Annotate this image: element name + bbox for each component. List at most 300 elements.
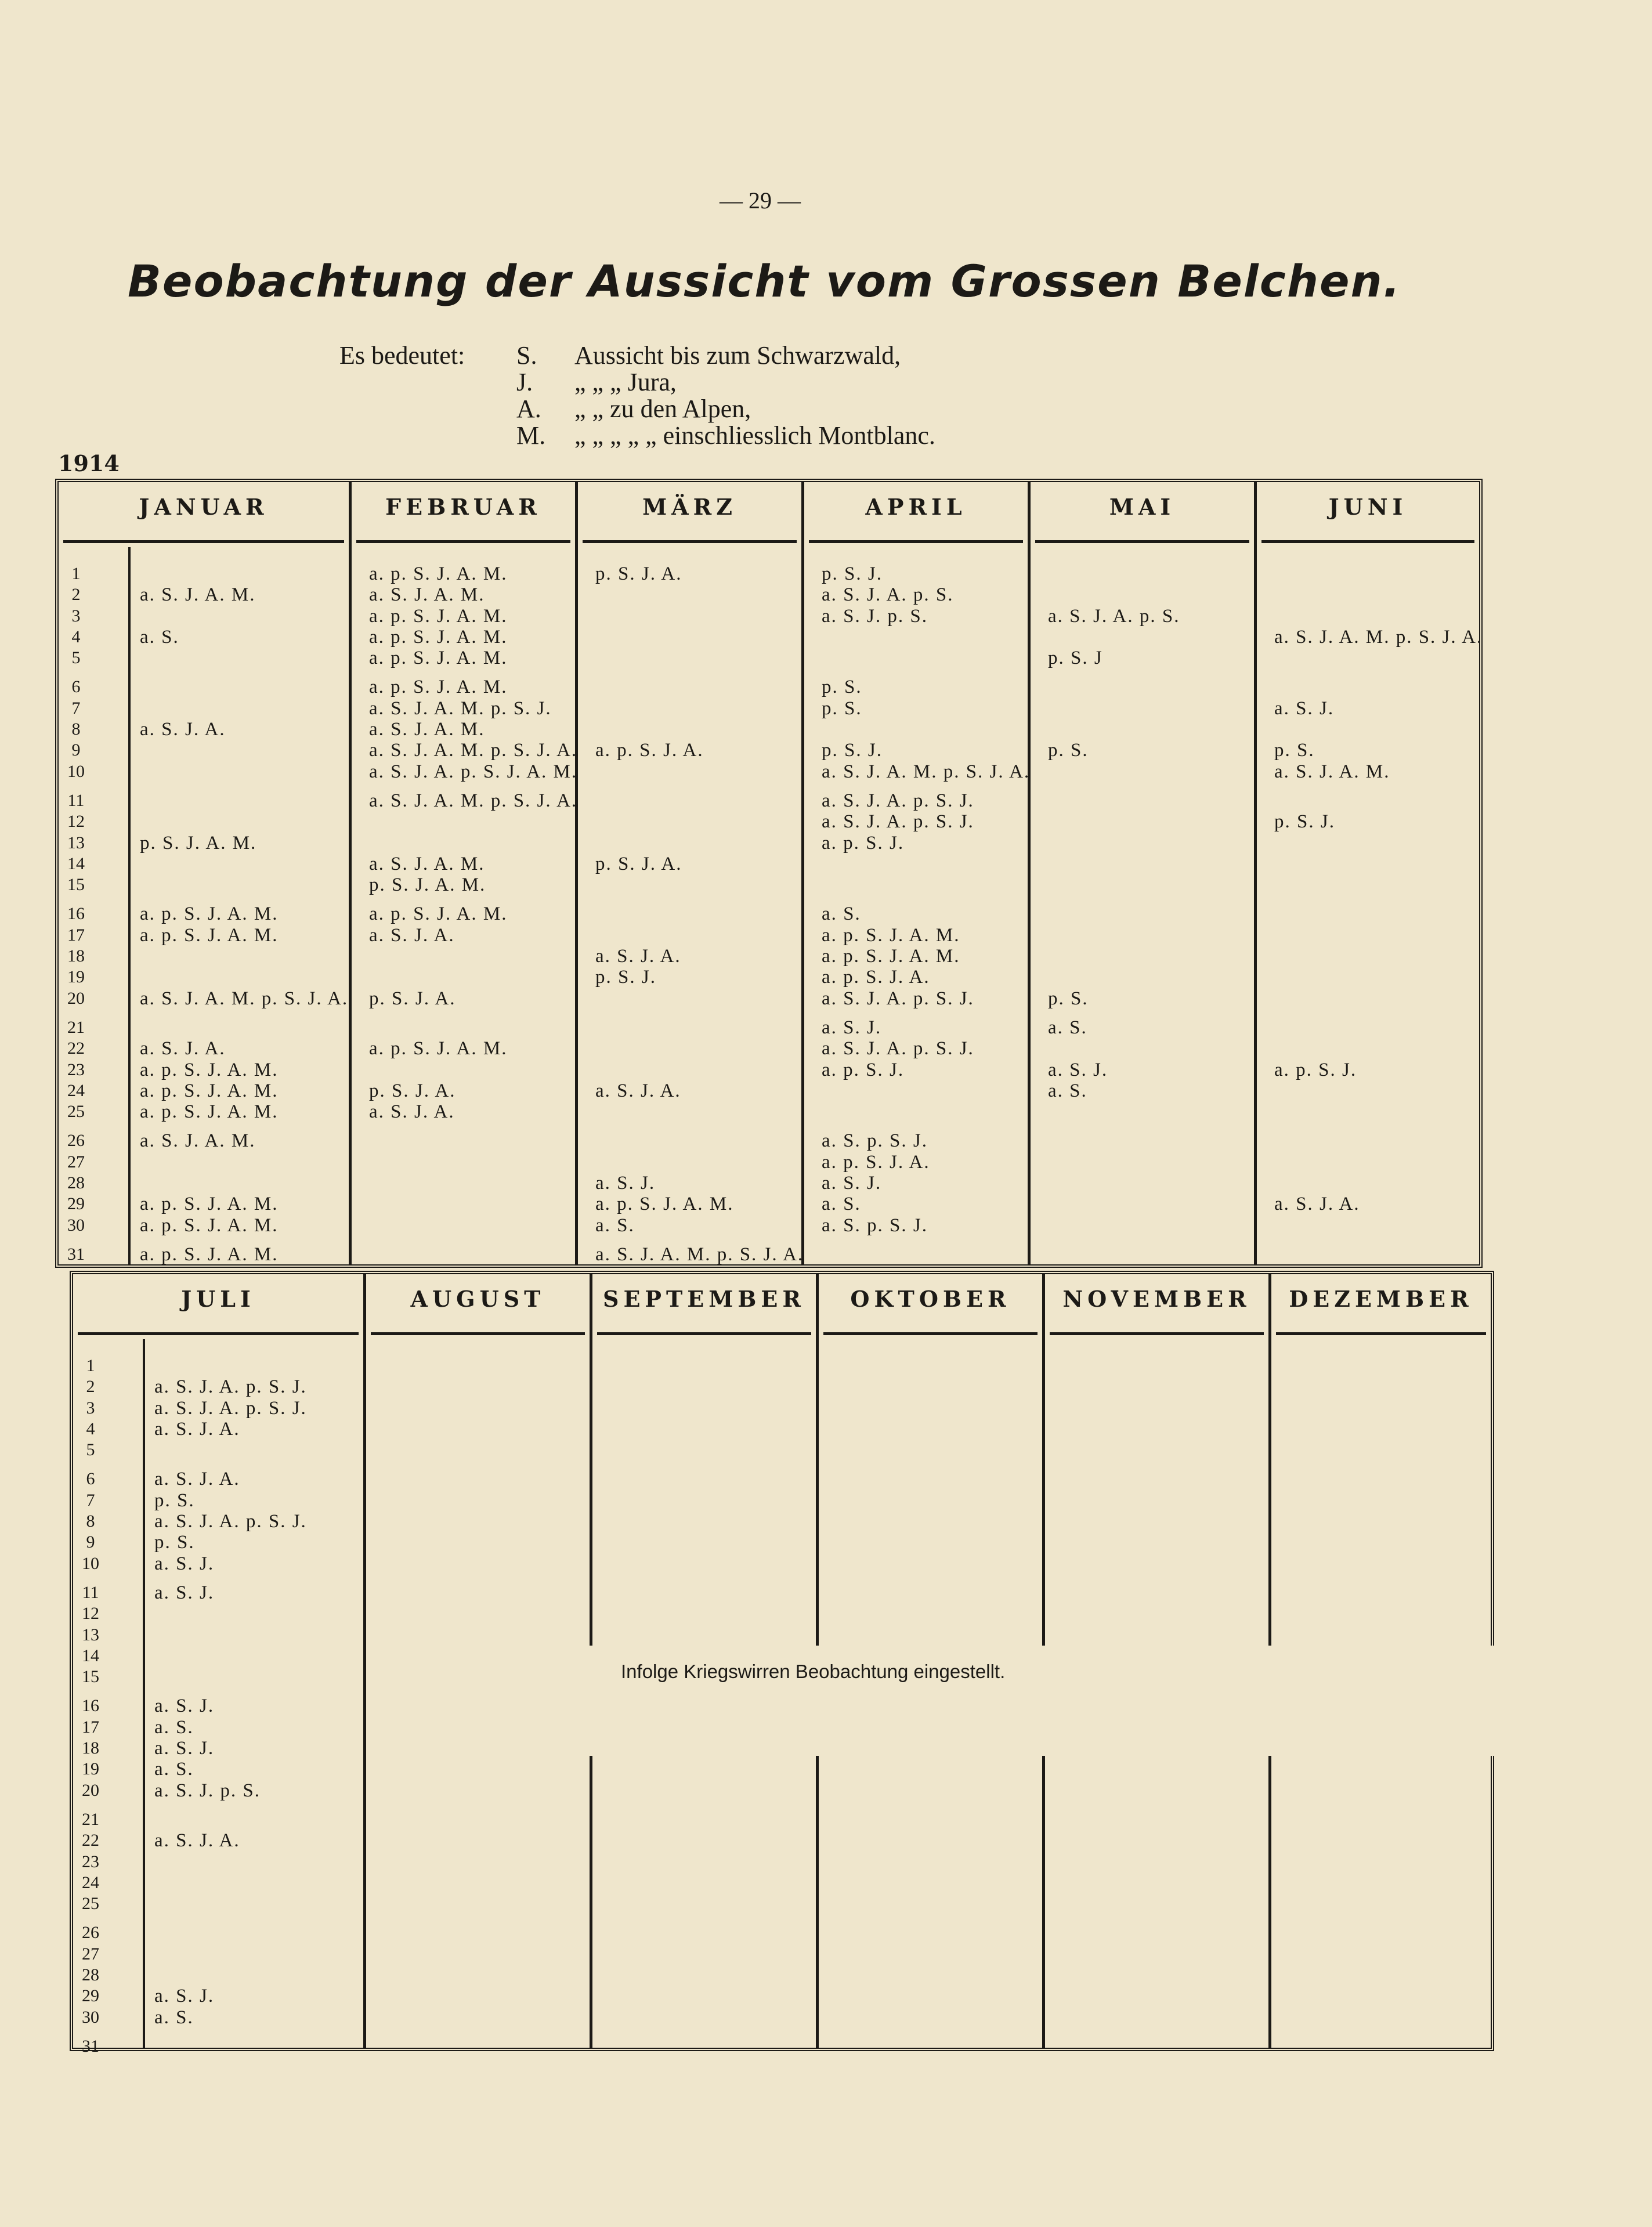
observation-entry: a. S. J. A. M. p. S. J. A.	[822, 761, 1031, 782]
observation-entry: a. p. S. J.	[822, 1059, 905, 1080]
day-number: 13	[82, 1625, 99, 1644]
observation-entry: a. p. S. J. A. M.	[140, 1080, 279, 1101]
observation-entry	[140, 606, 348, 627]
month-header: NOVEMBER	[1062, 1286, 1251, 1312]
observation-entry: a. S. J.	[1048, 1059, 1108, 1080]
observation-entry	[1048, 1244, 1180, 1265]
day-number: 17	[82, 1717, 99, 1737]
observation-entry	[1274, 719, 1483, 740]
observation-entry: a. p. S. J. A. M.	[369, 563, 508, 584]
month-header: DEZEMBER	[1289, 1286, 1473, 1312]
observation-entry: a. S.	[1048, 1017, 1087, 1038]
observation-entry	[154, 1809, 307, 1830]
observation-entry	[595, 1017, 804, 1038]
month-column-januar	[59, 482, 349, 1264]
observation-entry: a. S.	[822, 903, 861, 925]
header-rule	[1276, 1332, 1486, 1335]
observation-entry: a. S. J. A. M. p. S. J. A.	[140, 988, 349, 1009]
observation-entry: p. S.	[822, 677, 862, 698]
day-number: 14	[67, 854, 85, 873]
observation-entry	[1274, 648, 1483, 668]
observation-entry: p. S.	[822, 697, 862, 719]
header-rule	[823, 1332, 1038, 1335]
observation-entry	[1274, 1152, 1483, 1173]
observation-entry	[822, 719, 1030, 740]
observation-entry	[595, 584, 804, 605]
observation-entry: a. S. J. A.	[154, 1418, 240, 1440]
month-header: APRIL	[865, 494, 967, 520]
day-number: 12	[67, 812, 85, 831]
page-number: — 29 —	[720, 187, 801, 214]
observation-entry	[1048, 627, 1180, 648]
observation-entry	[1048, 719, 1180, 740]
observation-entry: a. S. J. A. p. S. J.	[154, 1397, 307, 1419]
observation-entry: a. S. J. A.	[154, 1469, 240, 1490]
month-header: OKTOBER	[850, 1286, 1011, 1312]
day-number: 31	[67, 1244, 85, 1264]
header-rule	[1035, 540, 1249, 543]
observation-entry: a. S. J. A. p. S. J.	[822, 790, 974, 811]
observation-entry: a. S. J. A. M. p. S. J. A.	[369, 790, 578, 811]
legend-code: S.	[516, 341, 537, 370]
day-number: 14	[82, 1646, 99, 1665]
observation-entry: a. S. J. A. M.	[140, 584, 256, 606]
observation-entry	[595, 833, 804, 854]
observation-entry: a. S. J. A. p. S.	[1048, 605, 1180, 627]
header-rule	[371, 1332, 585, 1335]
legend-row	[516, 422, 935, 449]
month-column-juli	[73, 1274, 363, 2056]
observation-entry: a. S.	[595, 1214, 635, 1236]
observation-entry	[1048, 698, 1180, 719]
observation-entry	[1048, 946, 1180, 967]
observation-entry	[822, 648, 1030, 668]
observation-entry: p. S.	[1274, 740, 1315, 761]
observation-entry	[154, 1922, 307, 1943]
day-number: 17	[67, 925, 85, 945]
observation-list	[154, 1355, 307, 2057]
day-number: 8	[71, 720, 81, 739]
day-number: 2	[71, 585, 81, 605]
observation-entry: a. S. J.	[154, 1582, 215, 1603]
month-column-april	[801, 482, 1031, 1264]
observation-entry: p. S. J.	[1274, 811, 1335, 833]
observation-entry	[154, 1625, 307, 1646]
observation-entry	[154, 1944, 307, 1965]
observation-entry	[1048, 874, 1180, 895]
observation-entry	[140, 1152, 348, 1173]
observation-entry: a. S. J. A. M.	[140, 1130, 256, 1152]
observation-entry	[595, 648, 804, 668]
observation-entry	[595, 677, 804, 697]
observation-entry: a. S. J. A.	[595, 1080, 681, 1101]
observation-entry	[1048, 903, 1180, 924]
observation-entry	[1274, 946, 1483, 967]
observation-entry	[154, 2036, 307, 2057]
observation-entry	[154, 1603, 307, 1624]
year-label: 1914	[58, 450, 120, 476]
observation-entry	[595, 761, 804, 782]
month-header: SEPTEMBER	[603, 1286, 805, 1312]
observation-entry	[595, 1101, 804, 1122]
observation-entry: a. S.	[822, 1194, 861, 1215]
day-number: 18	[67, 946, 85, 966]
observation-entry	[140, 1017, 348, 1038]
header-rule	[1050, 1332, 1264, 1335]
observation-entry	[1274, 833, 1483, 854]
observation-entry: p. S. J.	[595, 967, 656, 988]
observation-entry: a. S.	[154, 1716, 194, 1738]
day-number: 10	[67, 761, 85, 781]
observation-entry	[822, 1080, 1030, 1101]
observation-entry	[154, 1646, 307, 1666]
observation-entry	[154, 1355, 307, 1376]
observation-entry	[595, 874, 804, 895]
observation-entry	[154, 1440, 307, 1460]
observation-entry	[822, 627, 1030, 648]
day-number: 7	[86, 1490, 95, 1510]
month-column-juni	[1254, 482, 1483, 1264]
day-number: 25	[67, 1102, 85, 1122]
observation-list	[369, 563, 577, 1265]
day-number: 26	[82, 1923, 99, 1943]
observation-entry: a. p. S. J. A. M.	[140, 1101, 279, 1123]
day-number: 3	[86, 1398, 95, 1418]
observation-entry	[369, 1130, 577, 1151]
observation-entry: a. S.	[140, 626, 179, 648]
day-number: 12	[82, 1604, 99, 1624]
observation-entry	[1048, 925, 1180, 946]
observation-entry	[369, 946, 577, 967]
observation-entry	[140, 811, 348, 832]
observation-entry	[1048, 967, 1180, 988]
observation-entry	[1048, 854, 1180, 874]
day-number: 21	[82, 1809, 99, 1829]
observation-entry	[1048, 563, 1180, 584]
observation-entry: a. S. J. A. p. S. J. A. M.	[369, 761, 578, 782]
observation-entry: p. S. J. A. M.	[140, 832, 257, 854]
day-number: 7	[71, 698, 81, 718]
observation-entry: a. p. S. J. A. M.	[140, 903, 279, 925]
observation-entry	[1274, 584, 1483, 605]
observation-entry: a. S. J. A.	[140, 1038, 226, 1060]
observation-entry: a. S. J.	[822, 1173, 882, 1194]
observation-entry	[1274, 606, 1483, 627]
legend-row	[516, 369, 677, 396]
observation-entry	[595, 925, 804, 946]
observation-entry	[1048, 811, 1180, 832]
observation-entry: p. S. J. A.	[595, 563, 682, 584]
observation-entry	[369, 1244, 577, 1265]
observation-entry	[1274, 1215, 1483, 1236]
header-rule	[583, 540, 797, 543]
observation-list	[822, 563, 1030, 1265]
day-number: 29	[67, 1194, 85, 1214]
observation-entry: a. S. J. A. p. S. J.	[822, 1038, 974, 1060]
day-number: 29	[82, 1986, 99, 2006]
day-number: 2	[86, 1377, 95, 1397]
day-number: 1	[86, 1356, 95, 1375]
observation-entry: a. S. J. A. M. p. S. J. A.	[1274, 626, 1483, 648]
observation-entry	[822, 854, 1030, 874]
observation-entry	[140, 648, 348, 668]
header-rule	[78, 1332, 359, 1335]
observation-entry	[140, 854, 348, 874]
observation-entry: a. S. J. A. M.	[1274, 761, 1390, 782]
header-rule	[597, 1332, 811, 1335]
day-number: 11	[82, 1582, 99, 1602]
observation-entry	[595, 1038, 804, 1059]
day-number: 9	[86, 1532, 95, 1552]
observation-entry	[140, 790, 348, 811]
observation-entry: a. S. J. A. p. S.	[822, 584, 954, 606]
observation-entry: a. S. J. A. p. S. J.	[154, 1376, 307, 1398]
observation-entry	[1048, 1152, 1180, 1173]
observation-entry	[595, 1060, 804, 1080]
legend-code: M.	[516, 421, 546, 450]
observation-entry	[1048, 1130, 1180, 1151]
observation-entry: a. p. S. J.	[822, 832, 905, 854]
observation-entry: a. p. S. J. A.	[595, 740, 704, 761]
page-title: Beobachtung der Aussicht vom Grossen Belchen.	[128, 255, 1401, 307]
observation-entry	[1274, 677, 1483, 697]
observation-entry	[595, 627, 804, 648]
day-number-list	[59, 563, 93, 1265]
observation-entry	[369, 1194, 577, 1214]
observation-entry: a. p. S. J. A. M.	[822, 924, 960, 946]
observation-entry: a. p. S. J. A.	[822, 1151, 930, 1173]
observation-entry: a. S. J.	[1274, 697, 1335, 719]
legend-code: J.	[516, 368, 533, 396]
legend-intro: Es bedeutet:	[339, 341, 465, 370]
observation-entry	[1274, 1173, 1483, 1194]
observation-entry	[140, 677, 348, 697]
month-header: MÄRZ	[642, 494, 737, 520]
observation-entry	[140, 1173, 348, 1194]
legend-code: A.	[516, 395, 541, 423]
day-column-rule	[143, 1339, 145, 2048]
day-number: 26	[67, 1131, 85, 1151]
observation-entry: a. S. J. A.	[154, 1830, 240, 1852]
observation-entry: a. S. J. A.	[1274, 1194, 1360, 1215]
observation-entry	[369, 833, 577, 854]
legend-text: „ „ zu den Alpen,	[574, 395, 751, 423]
day-number: 27	[82, 1944, 99, 1964]
month-column-märz	[575, 482, 804, 1265]
observation-entry	[1274, 1038, 1483, 1059]
observation-entry	[1274, 1244, 1483, 1265]
observation-entry	[154, 1965, 307, 1986]
header-rule	[1261, 540, 1474, 543]
observation-entry	[1274, 925, 1483, 946]
observation-entry	[1048, 790, 1180, 811]
observation-entry: p. S.	[154, 1532, 195, 1553]
observation-entry	[369, 811, 577, 832]
observation-entry: a. S. J. A. M. p. S. J. A.	[595, 1243, 804, 1265]
observation-entry: a. S. J. A. p. S. J.	[154, 1511, 307, 1532]
observation-entry: p. S. J. A.	[595, 853, 682, 874]
month-header: JANUAR	[139, 494, 269, 520]
month-header: MAI	[1109, 494, 1176, 520]
day-number: 9	[71, 740, 81, 760]
observation-entry: a. S. J. A.	[595, 946, 681, 967]
month-header: JULI	[181, 1286, 255, 1312]
day-number: 24	[67, 1080, 85, 1100]
observation-entry: a. S. J.	[154, 1695, 215, 1717]
legend-row	[516, 396, 751, 422]
observation-entry	[1274, 1017, 1483, 1038]
observation-entry: a. p. S. J. A. M.	[140, 1243, 279, 1265]
observation-entry	[595, 903, 804, 924]
observation-entry: p. S.	[1048, 740, 1089, 761]
observation-entry: p. S. J. A.	[369, 988, 456, 1009]
day-number: 22	[67, 1039, 85, 1058]
observation-entry: a. S. J. A. p. S. J.	[822, 811, 974, 833]
observation-entry	[369, 1173, 577, 1194]
observation-entry: p. S.	[1048, 988, 1089, 1009]
observation-entry	[595, 811, 804, 832]
observation-entry: a. S. J.	[154, 1553, 215, 1574]
day-number: 8	[86, 1512, 95, 1531]
observation-entry: a. S. J.	[154, 1738, 215, 1759]
observation-entry	[140, 967, 348, 988]
observation-entry: a. S. J. A. M.	[369, 853, 485, 874]
legend-text: „ „ „ „ „ einschliesslich Montblanc.	[574, 421, 935, 450]
observation-entry: a. p. S. J. A. M.	[140, 1059, 279, 1080]
observation-entry	[1274, 563, 1483, 584]
observation-entry: a. p. S. J. A. M.	[140, 924, 279, 946]
observation-entry: a. S. J. p. S.	[822, 605, 928, 627]
observation-entry	[1274, 1080, 1483, 1101]
observation-entry: a. S. J. p. S.	[154, 1780, 261, 1801]
observation-entry: p. S. J. A.	[369, 1080, 456, 1101]
day-number: 24	[82, 1872, 99, 1892]
observation-entry: a. p. S. J. A. M.	[369, 648, 508, 669]
observation-entry	[1274, 967, 1483, 988]
day-number: 15	[82, 1667, 99, 1687]
observation-entry	[140, 946, 348, 967]
day-number: 30	[67, 1215, 85, 1235]
observation-entry	[595, 988, 804, 1009]
observation-entry: a. S. p. S. J.	[822, 1214, 928, 1236]
observation-entry	[1274, 874, 1483, 895]
day-number: 28	[82, 1965, 99, 1985]
observation-entry: a. S. J. A. M. p. S. J. A.	[369, 740, 578, 761]
header-rule	[356, 540, 570, 543]
day-number-list	[73, 1355, 108, 2057]
observation-entry	[369, 967, 577, 988]
observation-entry	[1048, 1173, 1180, 1194]
observation-entry: a. S. p. S. J.	[822, 1130, 928, 1152]
observation-entry: a. p. S. J. A. M.	[369, 903, 508, 925]
day-number: 16	[82, 1696, 99, 1716]
observation-entry: a. p. S. J. A. M.	[369, 677, 508, 698]
day-number: 30	[82, 2007, 99, 2027]
day-number: 25	[82, 1894, 99, 1914]
day-number: 5	[71, 648, 81, 668]
observation-entry	[369, 1060, 577, 1080]
observation-entry: p. S. J. A. M.	[369, 874, 486, 896]
observation-entry	[595, 606, 804, 627]
month-header: FEBRUAR	[385, 494, 541, 520]
observation-entry	[1048, 584, 1180, 605]
day-number: 22	[82, 1831, 99, 1850]
day-number: 21	[67, 1017, 85, 1037]
observation-entry	[822, 1244, 1030, 1265]
observation-entry: p. S. J.	[822, 563, 883, 584]
legend-text: Aussicht bis zum Schwarzwald,	[574, 341, 901, 370]
observation-entry: a. S. J. A.	[140, 719, 226, 740]
observation-entry: p. S.	[154, 1490, 195, 1511]
day-number: 1	[71, 564, 81, 583]
observation-entry: a. S. J. A. M.	[369, 584, 485, 606]
observation-entry: a. p. S. J. A. M.	[140, 1194, 279, 1215]
observation-list	[1048, 563, 1180, 1265]
observation-entry: p. S. J	[1048, 648, 1103, 669]
observation-entry	[369, 1017, 577, 1038]
month-column-februar	[349, 482, 578, 1264]
observation-entry: p. S. J.	[822, 740, 883, 761]
observation-entry	[595, 1130, 804, 1151]
day-number: 4	[71, 627, 81, 646]
observation-entry	[1274, 1130, 1483, 1151]
day-number: 19	[82, 1759, 99, 1779]
day-number: 20	[67, 988, 85, 1008]
observation-entry: a. p. S. J. A. M.	[822, 946, 960, 967]
day-number: 4	[86, 1419, 95, 1438]
observation-entry	[1274, 903, 1483, 924]
observation-entry	[595, 790, 804, 811]
observation-entry: a. p. S. J. A. M.	[140, 1214, 279, 1236]
day-number: 10	[82, 1553, 99, 1573]
observation-entry	[369, 1215, 577, 1236]
observation-entry	[1274, 988, 1483, 1009]
observation-entry: a. S.	[1048, 1080, 1087, 1101]
observation-entry: a. S. J. A.	[369, 1101, 455, 1123]
day-number: 3	[71, 606, 81, 626]
observation-entry	[1048, 1215, 1180, 1236]
day-number: 13	[67, 833, 85, 852]
day-number: 20	[82, 1780, 99, 1800]
legend-text: „ „ „ Jura,	[574, 368, 677, 396]
observation-entry	[1274, 790, 1483, 811]
month-header: JUNI	[1328, 494, 1408, 520]
observation-entry	[595, 1152, 804, 1173]
observation-list	[1274, 563, 1483, 1265]
observation-entry	[822, 874, 1030, 895]
observation-entry	[1048, 1038, 1180, 1059]
day-number: 15	[67, 875, 85, 895]
observation-entry: a. p. S. J. A. M.	[369, 1038, 508, 1060]
observation-entry	[154, 1852, 307, 1872]
observation-entry: a. p. S. J. A. M.	[369, 626, 508, 648]
observation-entry: a. S. J. A. p. S. J.	[822, 988, 974, 1009]
day-number: 16	[67, 904, 85, 924]
observation-entry: a. S. J. A. M.	[369, 719, 485, 740]
observation-entry	[140, 874, 348, 895]
observation-entry	[1274, 1101, 1483, 1122]
day-number: 28	[67, 1173, 85, 1193]
month-column-mai	[1028, 482, 1254, 1264]
day-number: 18	[82, 1738, 99, 1758]
day-number: 23	[82, 1852, 99, 1871]
day-number: 27	[67, 1152, 85, 1172]
observation-entry	[154, 1872, 307, 1893]
observation-entry	[595, 698, 804, 719]
table-first-half-year	[55, 479, 1483, 1268]
observation-entry: a. S. J.	[822, 1017, 882, 1038]
observation-entry	[140, 761, 348, 782]
